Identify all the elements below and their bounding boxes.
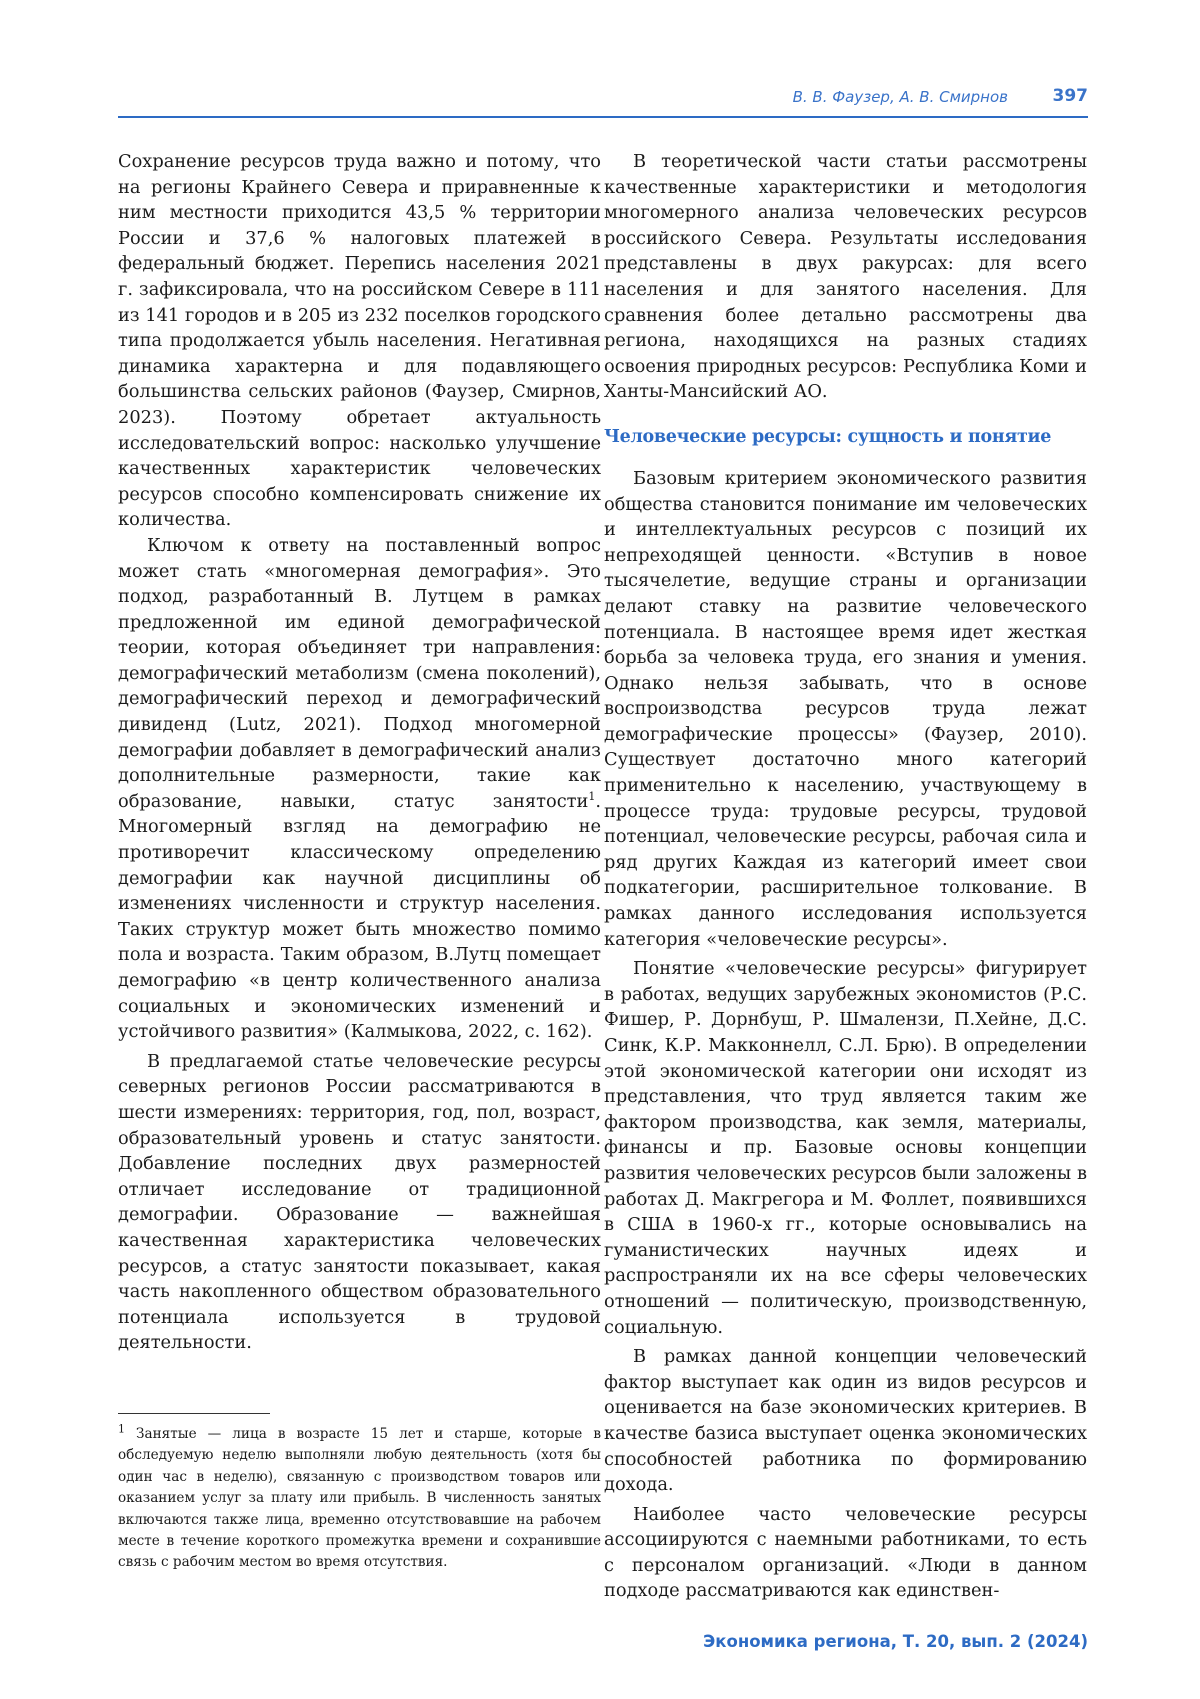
- paragraph: Сохранение ресурсов труда важно и потому, что на регионы Крайнего Севера и приравненные к ним местности приходится 43,5 % территории России и 37,6 % налоговых платежей в федеральный бюджет. Перепись населения 2021 г. зафиксировала, что на российском Севере в 111 из 141 городов и в 205 из 232 поселков городского типа продолжается убыль населения. Негативная динамика характерна и для подавляющего большинства сельских районов (Фаузер, Смирнов, 2023). Поэтому обретает актуальность исследовательский вопрос: насколько улучшение качественных характеристик человеческих ресурсов способно компенсировать снижение их количества.: [118, 151, 601, 531]
- paragraph: Базовым критерием экономического развития общества становится понимание им человеческих и интеллектуальных ресурсов с позиций их непреходящей ценности. «Вступив в новое тысячелетие, ведущие страны и организации делают ставку на развитие человеческого потенциала. В настоящее время идет жесткая борьба за человека труда, его знания и умения. Однако нельзя забывать, что в основе воспроизводства ресурсов труда лежат демографические процессы» (Фаузер, 2010). Существует достаточно много категорий применительно к населению, участвующему в процессе труда: трудовые ресурсы, трудовой потенциал, человеческие ресурсы, рабочая сила и ряд других Каждая из категорий имеет свои подкатегории, расширительное толкование. В рамках данного исследования используется категория «человеческие ресурсы».: [604, 467, 1087, 950]
- footnote-marker: 1: [118, 1422, 125, 1436]
- paragraph-text: . Многомерный взгляд на демографию не противоречит классическому определению демографии как научной дисциплины об изменениях численности и структур населения. Таких структур может быть множество помимо пола и возраста. Таким образом, В.Лутц помещает демографию «в центр количественного анализа социальных и экономических изменений и устойчивого развития» (Калмыкова, 2022, с. 162).: [118, 790, 601, 1043]
- footnote-text: Занятые — лица в возрасте 15 лет и старше, которые в обследуемую неделю выполняли любую деятельность (хотя бы один час в неделю), связанную с производством товаров или оказанием услуг за плату или прибыль. В численность занятых включаются также лица, временно отсутствовавшие на рабочем месте в течение короткого промежутка времени и сохранившие связь с рабочим местом во время отсутствия.: [118, 1426, 601, 1571]
- page-number: 397: [1052, 86, 1088, 106]
- footnote: [118, 1424, 601, 1574]
- paragraph: Наиболее часто человеческие ресурсы ассоциируются с наемными работниками, то есть с персоналом организаций. «Люди в данном подходе рассматриваются как единствен-: [604, 1503, 1087, 1602]
- paragraph-text: Ключом к ответу на поставленный вопрос может стать «многомерная демография». Это подход, разработанный В. Лутцем в рамках предложенной им единой демографической теории, которая объединяет три направления: демографический метаболизм (смена поколений), демографический переход и демографический дивиденд (Lutz, 2021). Подход многомерной демографии добавляет в демографический анализ дополнительные размерности, такие как образование, навыки, статус занятости: [118, 534, 601, 812]
- paragraph: Понятие «человеческие ресурсы» фигурирует в работах, ведущих зарубежных экономистов (Р.С. Фишер, Р. Дорнбуш, Р. Шмалензи, П.Хейне, Д.С. Синк, К.Р. Макконнелл, С.Л. Брю). В определении этой экономической категории они исходят из представления, что труд является таким же фактором производства, как земля, материалы, финансы и пр. Базовые основы концепции развития человеческих ресурсов были заложены в работах Д. Макгрегора и М. Фоллет, появившихся в США в 1960-х гг., которые основывались на гуманистических научных идеях и распространяли их на все сферы человеческих отношений — политическую, производственную, социальную.: [604, 958, 1087, 1338]
- paragraph: В теоретической части статьи рассмотрены качественные характеристики и методология многомерного анализа человеческих ресурсов российского Севера. Результаты исследования представлены в двух ракурсах: для всего населения и для занятого населения. Для сравнения более детально рассмотрены два региона, находящихся на разных стадиях освоения природных ресурсов: Республика Коми и Ханты-Мансийский АО.: [604, 151, 1087, 403]
- running-header: [118, 80, 1088, 118]
- paragraph: В предлагаемой статье человеческие ресурсы северных регионов России рассматриваются в шести измерениях: территория, год, пол, возраст, образовательный уровень и статус занятости. Добавление последних двух размерностей отличает исследование от традиционной демографии. Образование — важнейшая качественная характеристика человеческих ресурсов, а статус занятости показывает, какая часть накопленного обществом образовательного потенциала используется в трудовой деятельности.: [118, 1050, 601, 1354]
- journal-footer: Экономика региона, Т. 20, вып. 2 (2024): [703, 1632, 1088, 1651]
- section-heading: Человеческие ресурсы: сущность и понятие: [604, 426, 1052, 447]
- footnote-reference[interactable]: 1: [588, 789, 596, 803]
- right-column: [604, 149, 1087, 1604]
- paragraph: В рамках данной концепции человеческий фактор выступает как один из видов ресурсов и оценивается на базе экономических критериев. В качестве базиса выступает оценка экономических способностей работника по формированию дохода.: [604, 1346, 1087, 1496]
- paragraph: [118, 533, 601, 1045]
- left-column: [118, 149, 601, 1356]
- footnote-divider: [118, 1413, 270, 1414]
- header-authors: В. В. Фаузер, А. В. Смирнов: [792, 88, 1008, 106]
